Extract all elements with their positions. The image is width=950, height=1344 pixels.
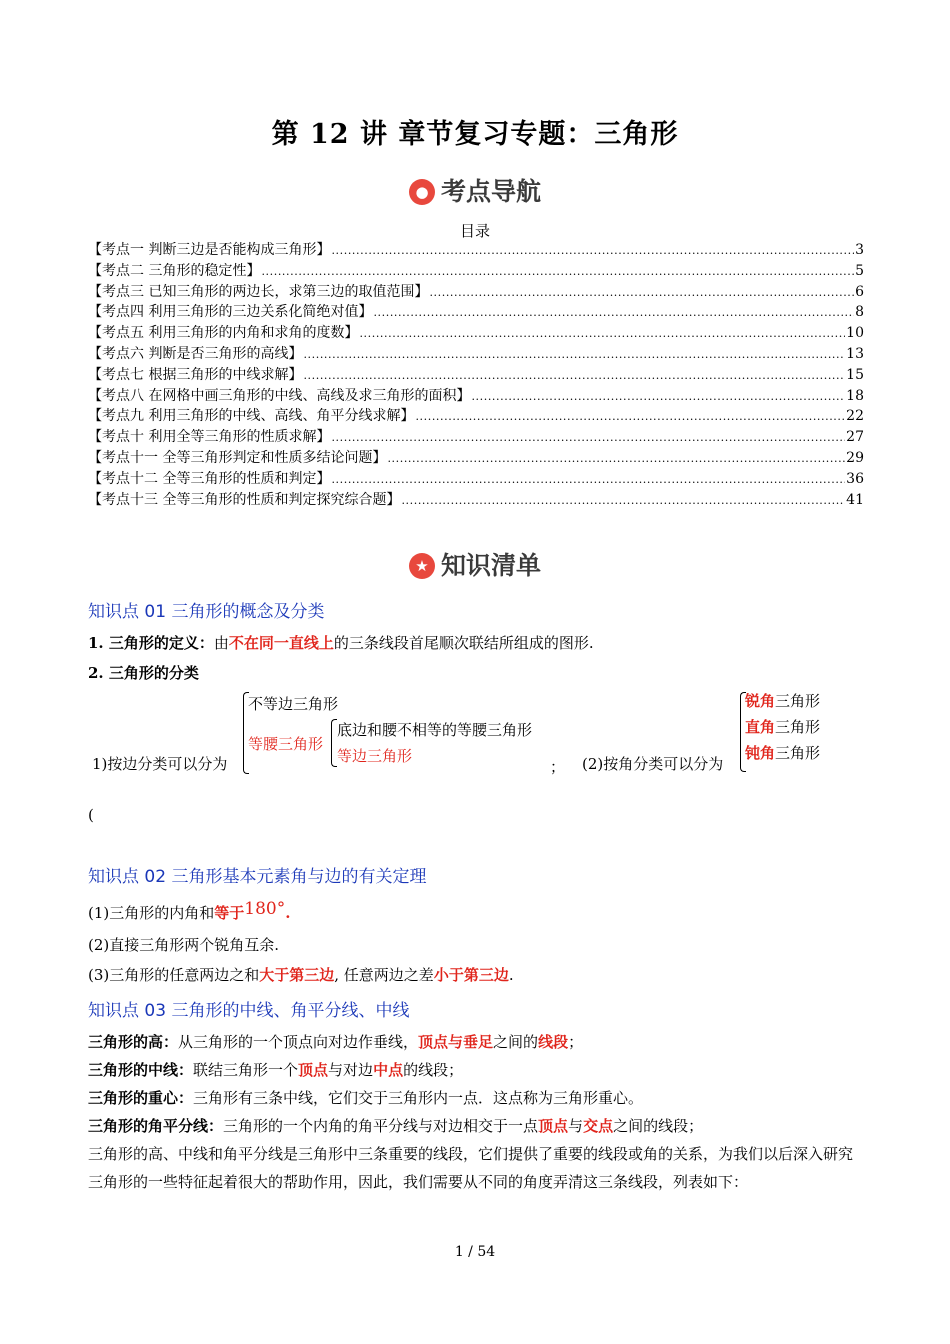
- toc-entry[interactable]: [88, 323, 864, 344]
- kp2-line3: [88, 964, 868, 985]
- toc-entry-page: 18: [846, 387, 864, 404]
- text: .: [285, 904, 291, 922]
- toc-entry-page: 15: [846, 366, 864, 383]
- term-label: 三角形的重心：: [88, 1089, 194, 1107]
- toc-entry[interactable]: [88, 448, 864, 469]
- toc-entry-text: 【考点十二 全等三角形的性质和判定】: [88, 470, 331, 487]
- toc-entry[interactable]: [88, 406, 864, 427]
- knowledge-section-header: [0, 546, 950, 582]
- toc-entry-page: 29: [846, 449, 864, 466]
- toc-leader-dots: [415, 406, 845, 427]
- emphasis: 小于第三边: [433, 966, 509, 984]
- definition-label: 1. 三角形的定义：: [88, 634, 214, 652]
- kp2-line2: (2)直接三角形两个锐角互余.: [88, 936, 280, 954]
- toc-entry-page: 10: [846, 325, 864, 342]
- kp3-centroid: [88, 1087, 868, 1108]
- text: .: [508, 966, 514, 984]
- toc-entry[interactable]: [88, 469, 864, 490]
- toc-leader-dots: [303, 365, 845, 386]
- emphasis: 大于第三边: [259, 966, 335, 984]
- kp2-title: 知识点 02 三角形基本元素角与边的有关定理: [88, 867, 427, 887]
- toc-entry[interactable]: [88, 282, 864, 303]
- toc-entry-text: 【考点十 利用全等三角形的性质求解】: [88, 429, 331, 446]
- table-of-contents: [88, 240, 864, 510]
- knowledge-header-label: 知识清单: [440, 551, 541, 580]
- toc-entry-text: 【考点八 在网格中画三角形的中线、高线及求三角形的面积】: [88, 387, 471, 404]
- text: , 任意两边之差: [334, 966, 434, 984]
- text: 从三角形的一个顶点向对边作垂线，: [178, 1033, 419, 1051]
- text: 之间的: [493, 1033, 539, 1051]
- toc-leader-dots: [429, 282, 854, 303]
- emphasis: 顶点与垂足: [418, 1033, 494, 1051]
- term-label: 三角形的高：: [88, 1033, 179, 1051]
- kp1-definition: [88, 632, 868, 653]
- toc-leader-dots: [359, 323, 845, 344]
- text: ；: [568, 1033, 584, 1051]
- text: 之间的线段；: [613, 1117, 704, 1135]
- toc-entry[interactable]: [88, 302, 864, 323]
- obtuse-item: [745, 742, 820, 763]
- emphasis: 锐角: [745, 692, 776, 710]
- toc-entry-text: 【考点二 三角形的稳定性】: [88, 262, 261, 279]
- toc-entry-page: 8: [855, 304, 864, 321]
- text: 与对边: [328, 1061, 374, 1079]
- emphasis: 线段: [538, 1033, 569, 1051]
- text: 由: [213, 634, 229, 652]
- emphasis: 中点: [373, 1061, 404, 1079]
- toc-entry-text: 【考点六 判断是否三角形的高线】: [88, 345, 303, 362]
- isosceles-item: 等腰三角形: [248, 735, 324, 753]
- text: 与: [568, 1117, 584, 1135]
- kp3-bisector: [88, 1115, 868, 1136]
- toc-leader-dots: [471, 386, 845, 407]
- acute-item: [745, 690, 820, 711]
- toc-entry-page: 13: [846, 345, 864, 362]
- toc-leader-dots: [331, 240, 854, 261]
- toc-leader-dots: [373, 302, 854, 323]
- toc-entry[interactable]: [88, 344, 864, 365]
- kp1-classification-label: 2. 三角形的分类: [88, 664, 199, 682]
- toc-entry-page: 27: [846, 429, 864, 446]
- by-angle-label: (2)按角分类可以分为: [582, 755, 724, 773]
- isosceles-sub2: 等边三角形: [337, 747, 413, 765]
- page-title: 第 12 讲 章节复习专题：三角形: [271, 119, 679, 150]
- page-number: 1 / 54: [454, 1244, 496, 1260]
- by-side-label: 1)按边分类可以分为: [92, 755, 228, 773]
- toc-title: 目录: [459, 222, 490, 240]
- kp1-title: 知识点 01 三角形的概念及分类: [88, 602, 325, 622]
- toc-entry[interactable]: [88, 386, 864, 407]
- toc-entry-page: 6: [855, 283, 864, 300]
- emphasis: 不在同一直线上: [228, 634, 334, 652]
- toc-leader-dots: [331, 427, 845, 448]
- text: (1)三角形的内角和: [88, 904, 215, 922]
- toc-entry[interactable]: [88, 427, 864, 448]
- text: 三角形有三条中线，它们交于三角形内一点．这点称为三角形重心。: [193, 1089, 644, 1107]
- toc-entry[interactable]: [88, 365, 864, 386]
- toc-entry-text: 【考点四 利用三角形的三边关系化简绝对值】: [88, 304, 373, 321]
- text: 的三条线段首尾顺次联结所组成的图形.: [333, 634, 594, 652]
- isosceles-sub1: 底边和腰不相等的等腰三角形: [337, 721, 533, 739]
- emphasis: 钝角: [745, 744, 776, 762]
- kp3-altitude: [88, 1031, 868, 1052]
- emphasis: 顶点: [298, 1061, 329, 1079]
- toc-entry-text: 【考点三 已知三角形的两边长，求第三边的取值范围】: [88, 283, 429, 300]
- toc-entry[interactable]: [88, 261, 864, 282]
- toc-entry-text: 【考点十三 全等三角形的性质和判定探究综合题】: [88, 491, 401, 508]
- scalene-item: 不等边三角形: [248, 695, 339, 713]
- emphasis: 顶点: [538, 1117, 569, 1135]
- term-label: 三角形的角平分线：: [88, 1117, 224, 1135]
- toc-leader-dots: [303, 344, 845, 365]
- kp2-line1: [88, 899, 868, 923]
- text: 的线段；: [403, 1061, 464, 1079]
- emphasis: 等于: [214, 904, 245, 922]
- text: 三角形: [775, 692, 821, 710]
- text: (3)三角形的任意两边之和: [88, 966, 260, 984]
- stray-paren: (: [88, 806, 94, 824]
- kp3-paragraph: 三角形的高、中线和角平分线是三角形中三条重要的线段，它们提供了重要的线段或角的关系，为我们以后深入研究三角形的一些特征起着很大的帮助作用，因此，我们需要从不同的角度弄清这三条线段，列表如下：: [88, 1145, 854, 1191]
- text: 三角形: [775, 718, 821, 736]
- toc-entry-page: 36: [846, 470, 864, 487]
- toc-entry-text: 【考点七 根据三角形的中线求解】: [88, 366, 303, 383]
- toc-entry-text: 【考点十一 全等三角形判定和性质多结论问题】: [88, 449, 387, 466]
- toc-entry-page: 3: [855, 242, 864, 258]
- toc-entry-text: 【考点五 利用三角形的内角和求角的度数】: [88, 325, 359, 342]
- nav-section-header: [0, 172, 950, 208]
- toc-leader-dots: [387, 448, 845, 469]
- right-item: [745, 716, 820, 737]
- toc-leader-dots: [331, 469, 845, 490]
- text: 联结三角形一个: [193, 1061, 299, 1079]
- toc-entry-page: 5: [855, 262, 864, 279]
- person-icon: ●: [409, 179, 435, 205]
- toc-entry-text: 【考点一 判断三边是否能构成三角形】: [88, 242, 331, 258]
- toc-entry[interactable]: [88, 240, 864, 261]
- term-label: 三角形的中线：: [88, 1061, 194, 1079]
- semicolon: ；: [550, 758, 566, 776]
- kp3-title: 知识点 03 三角形的中线、角平分线、中线: [88, 1001, 410, 1021]
- star-icon: ★: [409, 553, 435, 579]
- angle-value: 180°: [244, 899, 286, 919]
- toc-entry-text: 【考点九 利用三角形的中线、高线、角平分线求解】: [88, 408, 415, 425]
- toc-entry-page: 22: [846, 408, 864, 425]
- toc-leader-dots: [261, 261, 854, 282]
- nav-header-label: 考点导航: [440, 177, 541, 206]
- emphasis: 交点: [583, 1117, 614, 1135]
- text: 三角形: [775, 744, 821, 762]
- toc-entry-page: 41: [846, 491, 864, 508]
- toc-leader-dots: [401, 490, 845, 511]
- toc-entry[interactable]: [88, 490, 864, 511]
- text: 三角形的一个内角的角平分线与对边相交于一点: [223, 1117, 539, 1135]
- emphasis: 直角: [745, 718, 776, 736]
- kp3-median: [88, 1059, 868, 1080]
